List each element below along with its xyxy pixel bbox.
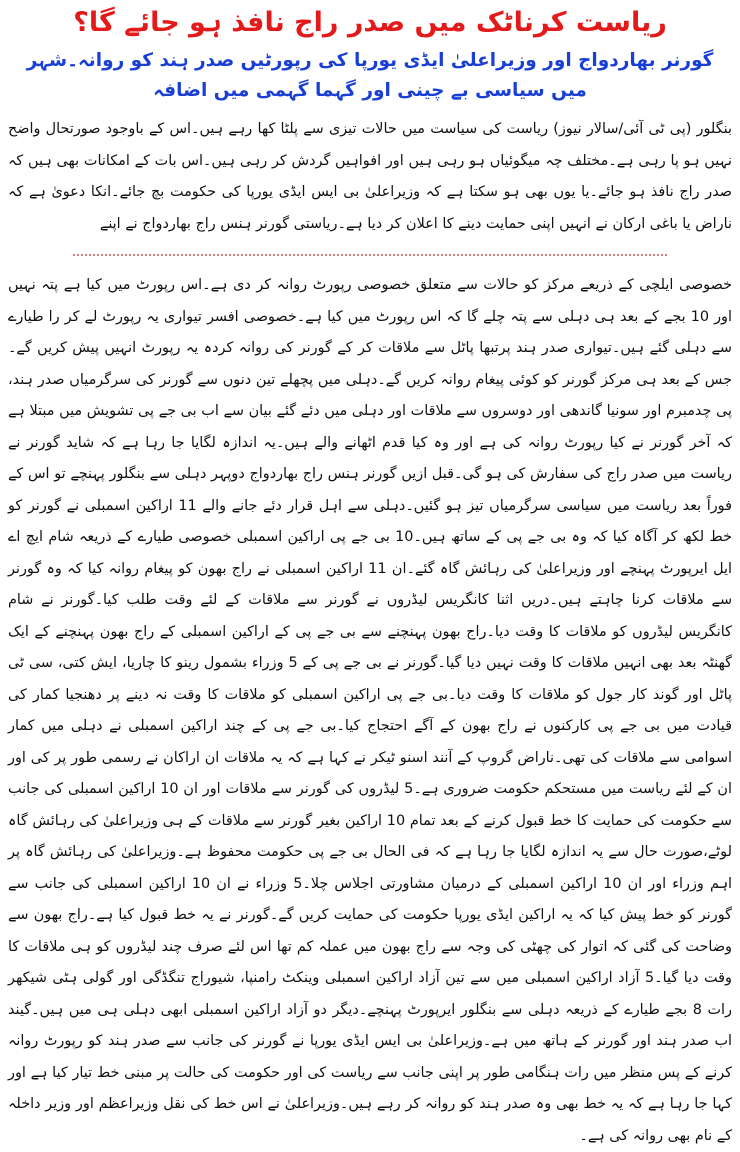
subheadline: گورنر بھاردواج اور وزیراعلیٰ ایڈی یورپا کی رپورٹیں صدر ہند کو روانہ۔شہر میں سیاسی بے چینی اور گہما گہمی میں اضافہ — [26, 50, 714, 101]
headline: ریاست کرناٹک میں صدر راج نافذ ہو جائے گا؟ — [73, 7, 667, 38]
intro-paragraph: بنگلور (پی ٹی آئی/سالار نیوز) ریاست کی سیاست میں حالات تیزی سے پلٹا کھا رہے ہیں۔اس کے باوجود صورتحال واضح نہیں ہو پا رہی ہے۔مختلف چہ میگوئیاں ہو رہی ہیں اور افواہیں گردش کر رہی ہیں۔اس بات کے امکانات بھی ہیں کہ صدر راج نافذ ہو جائے۔یا یوں بھی ہو سکتا ہے کہ وزیراعلیٰ بی ایس ایڈی یورپا کی حکومت بچ جائے۔انکا دعویٰ ہے کہ ناراض یا باغی ارکان نے انہیں اپنی حمایت دینے کا اعلان کر دیا ہے۔ریاستی گورنر ہنس راج بھاردواج نے اپنے — [8, 121, 732, 232]
dotted-separator — [73, 254, 667, 256]
body-paragraph: خصوصی ایلچی کے ذریعے مرکز کو حالات سے متعلق خصوصی رپورٹ روانہ کر دی ہے۔اس رپورٹ میں کیا ہے پتہ نہیں اور 10 بجے کے بعد ہی دہلی سے پتہ چلے گا کہ اس رپورٹ میں کیا ہے۔خصوصی افسر تیواری یہ رپورٹ لے کر را طیارے سے دہلی گئے ہیں۔تیواری صدر ہند پرتبھا پاٹل سے ملاقات کر کے گورنر کی روانہ کردہ یہ رپورٹ انہیں پیش کریں گے۔جس کے بعد ہی مرکز گورنر کو کوئی پیغام روانہ کریں گے۔دہلی میں پچھلے تین دنوں سے گورنر کی سرگرمیاں صدر ہند، پی چدمبرم اور سونیا گاندھی اور دوسروں سے ملاقات اور دہلی میں دئے گئے بیان سے اب بی جے پی تشویش میں مبتلا ہے کہ آخر گورنر نے کیا رپورٹ روانہ کی ہے اور وہ کیا قدم اٹھانے والے ہیں۔یہ اندازہ لگایا جا رہا ہے کہ شاید گورنر نے ریاست میں صدر راج کی سفارش کی ہو گی۔قبل ازیں گورنر ہنس راج بھاردواج دوپہر دہلی سے بنگلور پہنچے تو اس کے فوراً بعد ریاست میں سیاسی سرگرمیاں تیز ہو گئیں۔دہلی سے اہل قرار دئے جانے والے 11 اراکین اسمبلی نے گورنر کو خط لکھ کر آگاہ کیا کہ وہ بی جے پی کے ساتھ ہیں۔10 بی جے پی اراکین اسمبلی خصوصی طیارے کے ذریعہ شام ایچ اے ایل ایرپورٹ پہنچے اور وزیراعلیٰ کی رہائش گاہ گئے۔ان 11 اراکین اسمبلی نے راج بھون کو پیغام روانہ کیا کہ وہ گورنر سے ملاقات کرنا چاہتے ہیں۔دریں اثنا کانگریس لیڈروں نے گورنر سے ملاقات کے لئے وقت طلب کیا۔گورنر نے شام کانگریس لیڈروں کو ملاقات کا وقت دیا۔راج بھون پہنچنے سے بی جے پی کے اراکین اسمبلی کے راج بھون پہنچنے کے ایک گھنٹہ بعد بھی انہیں ملاقات کا وقت نہیں دیا گیا۔گورنر نے بی جے پی کے 5 وزراء بشمول رینو کا چاریا، ایش کتی، سی ٹی پاٹل اور گوند کار جول کو ملاقات کا وقت دیا۔بی جے پی اراکین اسمبلی کو ملاقات کا وقت نہ دینے پر دھنجیا کمار کی قیادت میں بی جے پی کارکنوں نے راج بھون کے آگے احتجاج کیا۔بی جے پی کے چند اراکین اسمبلی نے دہلی میں کمار اسوامی سے ملاقات کی تھی۔ناراض گروپ کے آنند اسنو ٹیکر نے کہا ہے کہ یہ ملاقات ان اراکان نے رسمی طور پر کی اور ان کے لئے ریاست میں مستحکم حکومت ضروری ہے۔5 لیڈروں کی گورنر سے ملاقات اور ان 10 اراکین اسمبلی کی جانب سے حکومت کی حمایت کا خط قبول کرنے کے بعد تمام 10 اراکین بغیر گورنر سے ملاقات کے ہی وزیراعلیٰ کی رہائش گاہ لوٹے،صورت حال سے یہ اندازہ لگایا جا رہا ہے کہ فی الحال بی جے پی حکومت محفوظ ہے۔وزیراعلیٰ کی رہائش گاہ پر اہم وزراء اور ان 10 اراکین اسمبلی کے درمیان مشاورتی اجلاس چلا۔5 وزراء نے ان 10 اراکین اسمبلی کی جانب سے گورنر کو خط پیش کیا کہ یہ اراکین ایڈی یورپا حکومت کی حمایت کریں گے۔گورنر نے یہ خط قبول کیا ہے۔راج بھون سے وضاحت کی گئی کہ اتوار کی چھٹی کی وجہ سے راج بھون میں عملہ کم تھا اس لئے صرف چند لیڈروں کو ہی ملاقات کا وقت دیا گیا۔5 آزاد اراکین اسمبلی میں سے تین آزاد اراکین اسمبلی وینکٹ رامنپا، شیوراج تنگڈگی اور گولی ہٹی شیکھر رات 8 بجے طیارے کے ذریعہ دہلی سے بنگلور ایرپورٹ پہنچے۔دیگر دو آزاد اراکین اسمبلی ابھی دہلی ہی میں ہیں۔گیند اب صدر ہند اور گورنر کے ہاتھ میں ہے۔وزیراعلیٰ بی ایس ایڈی یورپا نے گورنر کی جانب سے صدر ہند کو رپورٹ روانہ کرنے کے پس منظر میں رات ہنگامی طور پر اپنی جانب سے ریاست کی اور حکومت کی حالت پر مبنی خط تیار کیا ہے اور کہا جا رہا ہے کہ یہ خط بھی وہ صدر ہند کو روانہ کر رہے ہیں۔وزیراعلیٰ نے اس خط کی نقل وزیراعظم اور وزیر داخلہ کے نام بھی روانہ کی ہے۔ — [8, 277, 733, 1144]
news-article — [8, 0, 733, 1144]
